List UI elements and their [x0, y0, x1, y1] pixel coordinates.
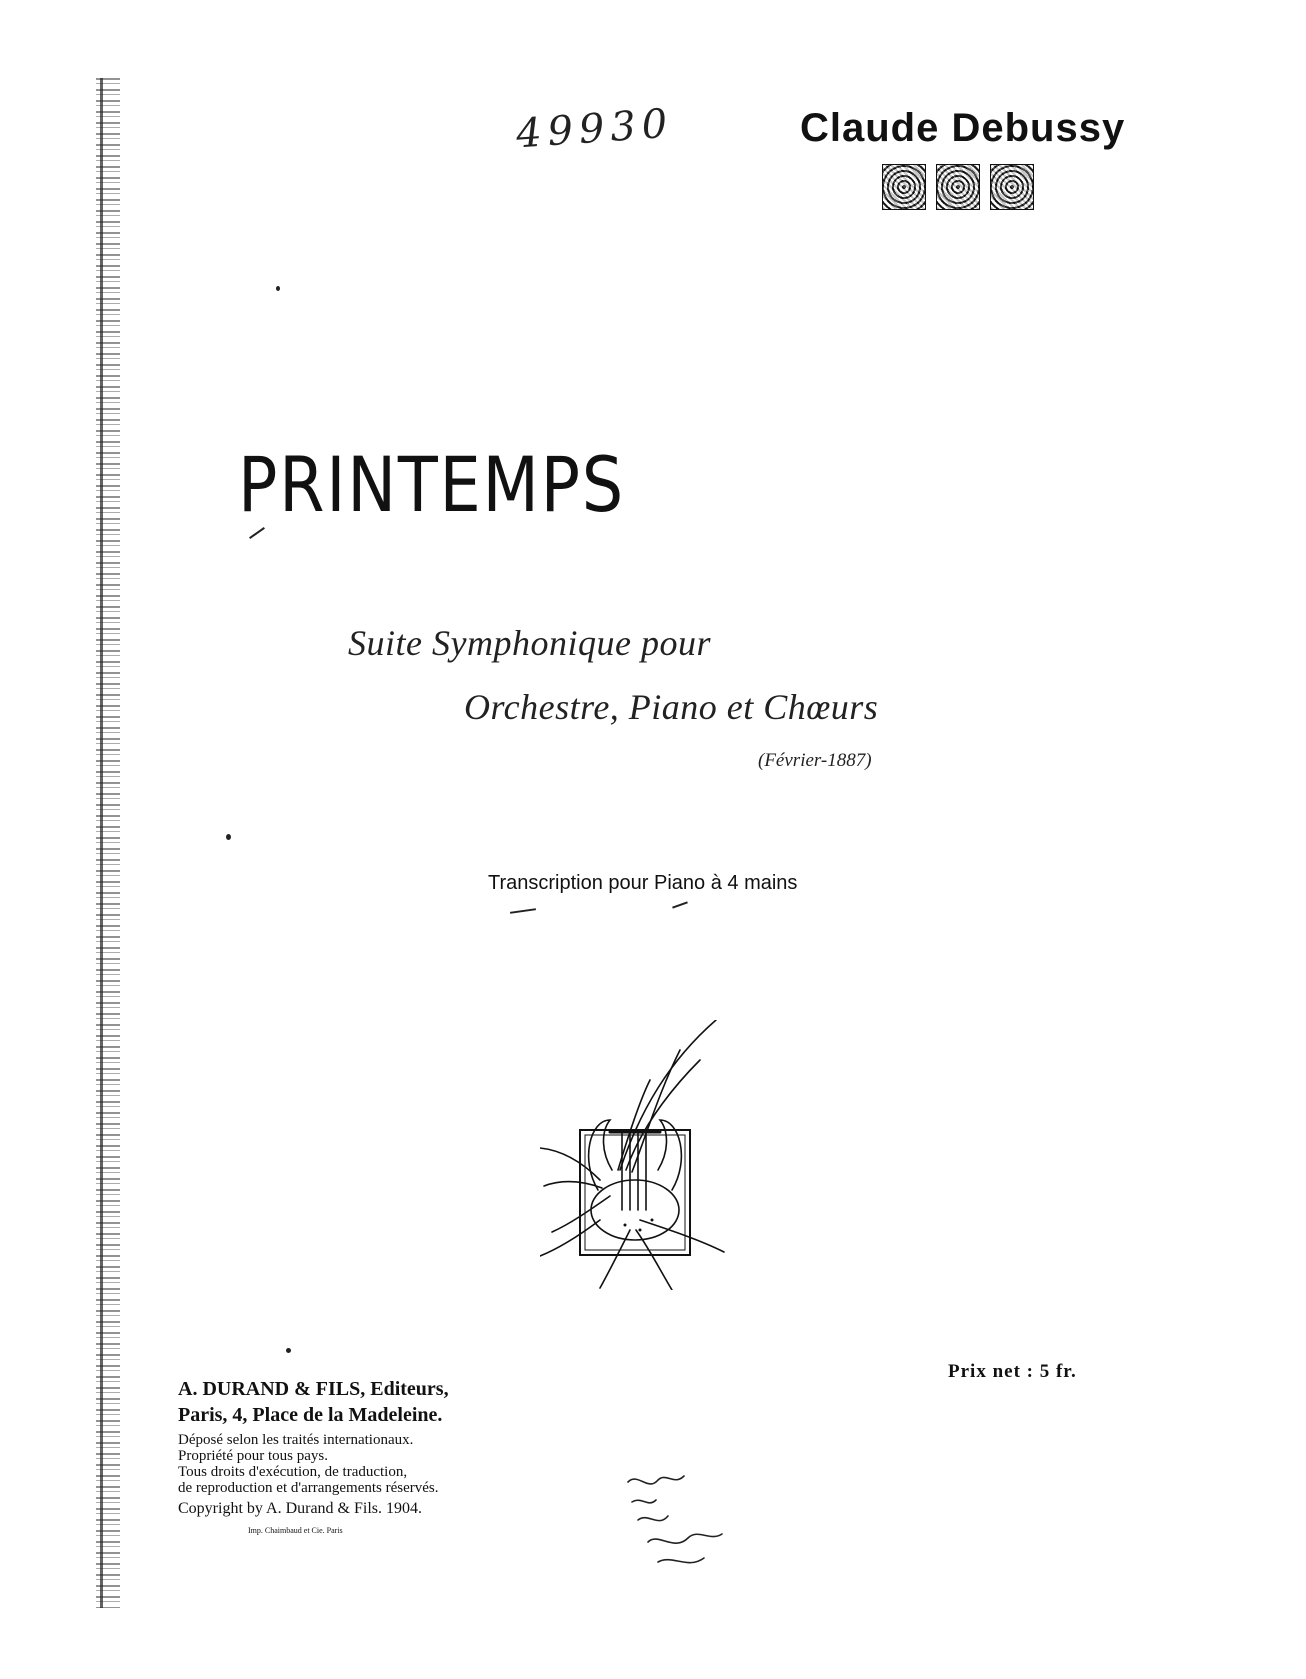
subtitle-line-2: Orchestre, Piano et Chœurs [464, 687, 879, 727]
catalog-number: 49930 [514, 100, 675, 158]
publisher-name: A. DURAND & FILS, Editeurs, [178, 1378, 449, 1400]
legal-line: Tous droits d'exécution, de traduction, [178, 1464, 408, 1480]
ornament-tile-icon [990, 164, 1034, 210]
scan-speck [276, 286, 280, 291]
ornament-row [882, 164, 1034, 210]
scan-speck [510, 908, 536, 914]
lyre-vignette-icon [540, 1020, 730, 1290]
page-title: PRINTEMPS [238, 440, 625, 529]
legal-line: Propriété pour tous pays. [178, 1448, 328, 1464]
price-label: Prix net : 5 fr. [948, 1361, 1077, 1382]
ornament-tile-icon [936, 164, 980, 210]
copyright-notice: Copyright by A. Durand & Fils. 1904. [178, 1500, 423, 1517]
handwritten-annotation-icon [618, 1462, 758, 1578]
scan-speck [286, 1348, 291, 1353]
scan-binding-line [100, 78, 103, 1608]
composition-date: (Février-1887) [758, 750, 872, 771]
composer-name: Claude Debussy [800, 106, 1126, 150]
printer-credit: Imp. Chaimbaud et Cie. Paris [248, 1526, 343, 1535]
publisher-address: Paris, 4, Place de la Madeleine. [178, 1404, 443, 1426]
scan-speck [226, 834, 231, 840]
subtitle-line-1: Suite Symphonique pour [348, 623, 711, 663]
ornament-tile-icon [882, 164, 926, 210]
legal-line: Déposé selon les traités internationaux. [178, 1432, 414, 1448]
legal-line: de reproduction et d'arrangements réservés. [178, 1480, 439, 1496]
scan-speck [672, 901, 688, 908]
transcription-note: Transcription pour Piano à 4 mains [488, 872, 798, 894]
